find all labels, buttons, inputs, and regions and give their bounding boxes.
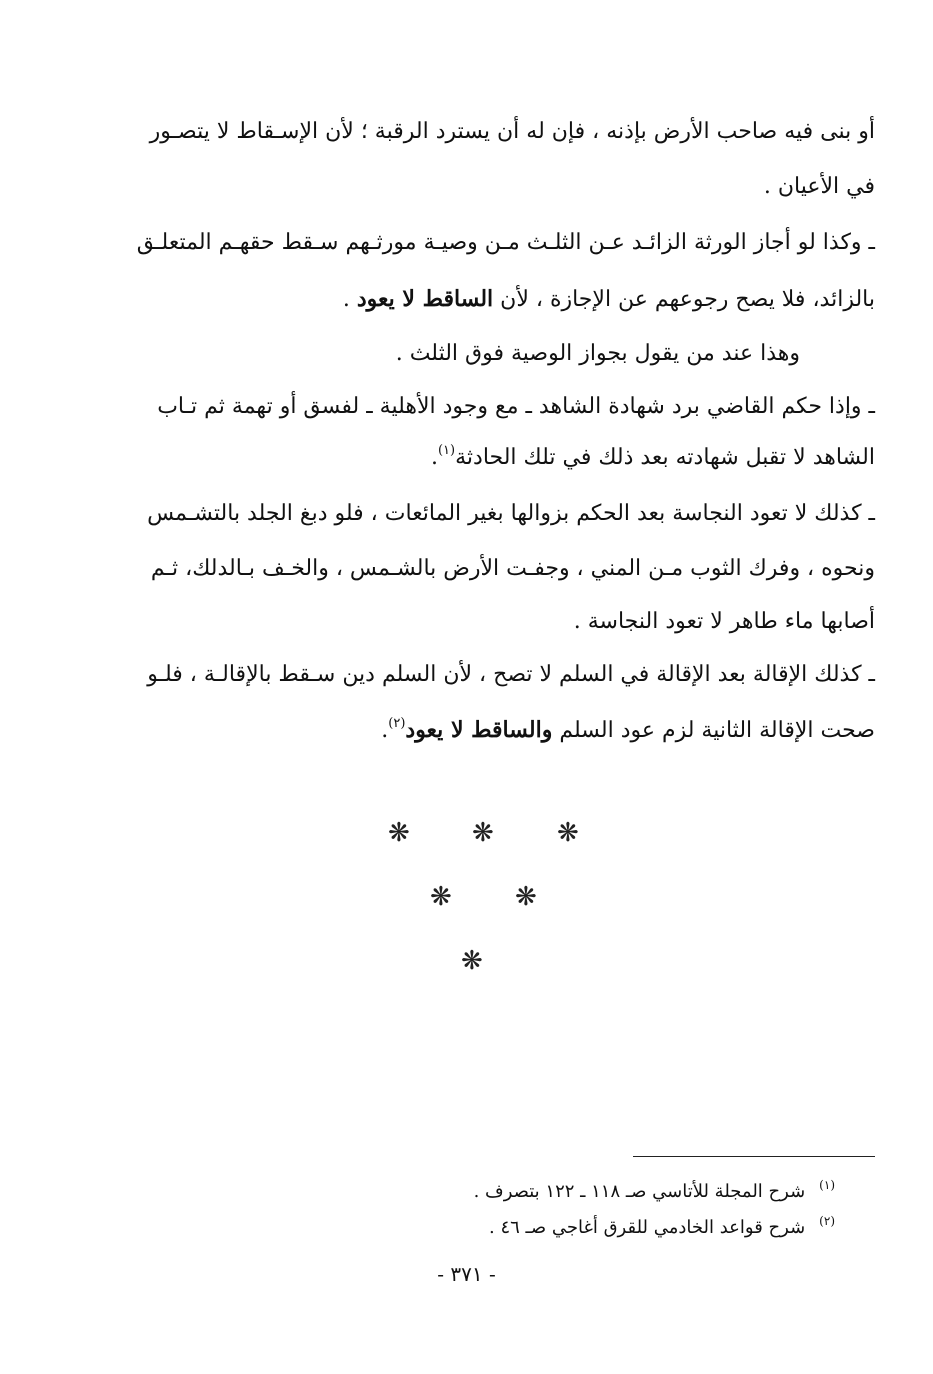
ornament-star-icon: ❋ — [461, 946, 483, 976]
text-line — [98, 334, 800, 374]
ornament-star-icon: ❋ — [388, 818, 410, 848]
main-text — [98, 112, 875, 752]
footnote-ref-1: (١) — [437, 442, 456, 458]
footnote-2 — [489, 1214, 835, 1238]
paragraph-3-line-1: وهذا عند من يقول بجواز الوصية فوق الثلث . — [395, 341, 800, 366]
text-line — [98, 112, 875, 152]
paragraph-2-line-1: ـ وكذا لو أجاز الورثة الزائـد عـن الثلـث مـن وصيـة مورثـهم سـقط حقهـم المتعلـق — [136, 230, 875, 255]
paragraph-4-line-2-text: الشاهد لا تقبل شهادته بعد ذلك في تلك الحادثة — [455, 444, 875, 470]
footnote-2-number: (٢) — [819, 1214, 835, 1228]
paragraph-5-line-1: ـ كذلك لا تعود النجاسة بعد الحكم بزوالها بغير المائعات ، فلو دبغ الجلد بالتشـمس — [147, 501, 875, 526]
footnote-separator — [633, 1156, 875, 1157]
footnote-ref-2: (٢) — [388, 715, 406, 731]
ornament-star-icon: ❋ — [430, 882, 452, 912]
text-line — [98, 602, 875, 642]
footnote-1 — [474, 1178, 835, 1202]
text-line — [98, 709, 875, 749]
text-line — [98, 279, 875, 319]
text-line — [98, 167, 875, 207]
paragraph-4-line-1: ـ وإذا حكم القاضي برد شهادة الشاهد ـ مع وجود الأهلية ـ لفسق أو تهمة ثم تـاب — [157, 394, 875, 419]
text-line — [98, 494, 875, 534]
paragraph-5-line-2: ونحوه ، وفرك الثوب مـن المني ، وجفـت الأرض بالشـمس ، والخـف بـالدلك، ثـم — [150, 556, 875, 581]
paragraph-6-line-2 — [381, 717, 875, 742]
page-number: - ٣٧١ - — [437, 1262, 496, 1286]
paragraph-4-line-2 — [431, 444, 875, 469]
footnote-1-number: (١) — [819, 1178, 835, 1192]
paragraph-4-tail: . — [430, 444, 438, 470]
paragraph-2-bold-phrase: الساقط لا يعود — [356, 285, 494, 312]
footnote-2-text: شرح قواعد الخادمي للقرق أغاجي صـ ٤٦ . — [489, 1217, 806, 1238]
ornament-star-icon: ❋ — [557, 818, 579, 848]
paragraph-2-line-2 — [342, 285, 875, 312]
paragraph-6-line-1: ـ كذلك الإقالة بعد الإقالة في السلم لا تصح ، لأن السلم دين سـقط بالإقالـة ، فلـو — [147, 662, 875, 687]
section-ornaments — [0, 810, 933, 980]
ornament-star-icon: ❋ — [515, 882, 537, 912]
text-line — [98, 436, 875, 476]
ornament-star-icon: ❋ — [472, 818, 494, 848]
footnote-1-text: شرح المجلة للأتاسي صـ ١١٨ ـ ١٢٢ بتصرف . — [473, 1181, 806, 1202]
paragraph-5-line-3: أصابها ماء طاهر لا تعود النجاسة . — [573, 609, 875, 634]
text-line — [98, 387, 875, 427]
paragraph-6-bold-phrase: والساقط لا يعود — [405, 716, 553, 743]
paragraph-2-tail: . — [342, 286, 357, 312]
text-line — [98, 655, 875, 695]
paragraph-1-line-1: أو بنى فيه صاحب الأرض بإذنه ، فإن له أن يسترد الرقبة ؛ لأن الإسـقاط لا يتصـور — [149, 119, 875, 144]
paragraph-1-line-2: في الأعيان . — [763, 174, 875, 199]
paragraph-2-line-2-text: بالزائد، فلا يصح رجوعهم عن الإجازة ، لأن — [500, 286, 875, 312]
text-line — [98, 549, 875, 589]
text-line — [98, 223, 875, 263]
paragraph-6-tail: . — [381, 717, 389, 743]
paragraph-6-line-2-text: صحت الإقالة الثانية لزم عود السلم — [559, 717, 875, 743]
